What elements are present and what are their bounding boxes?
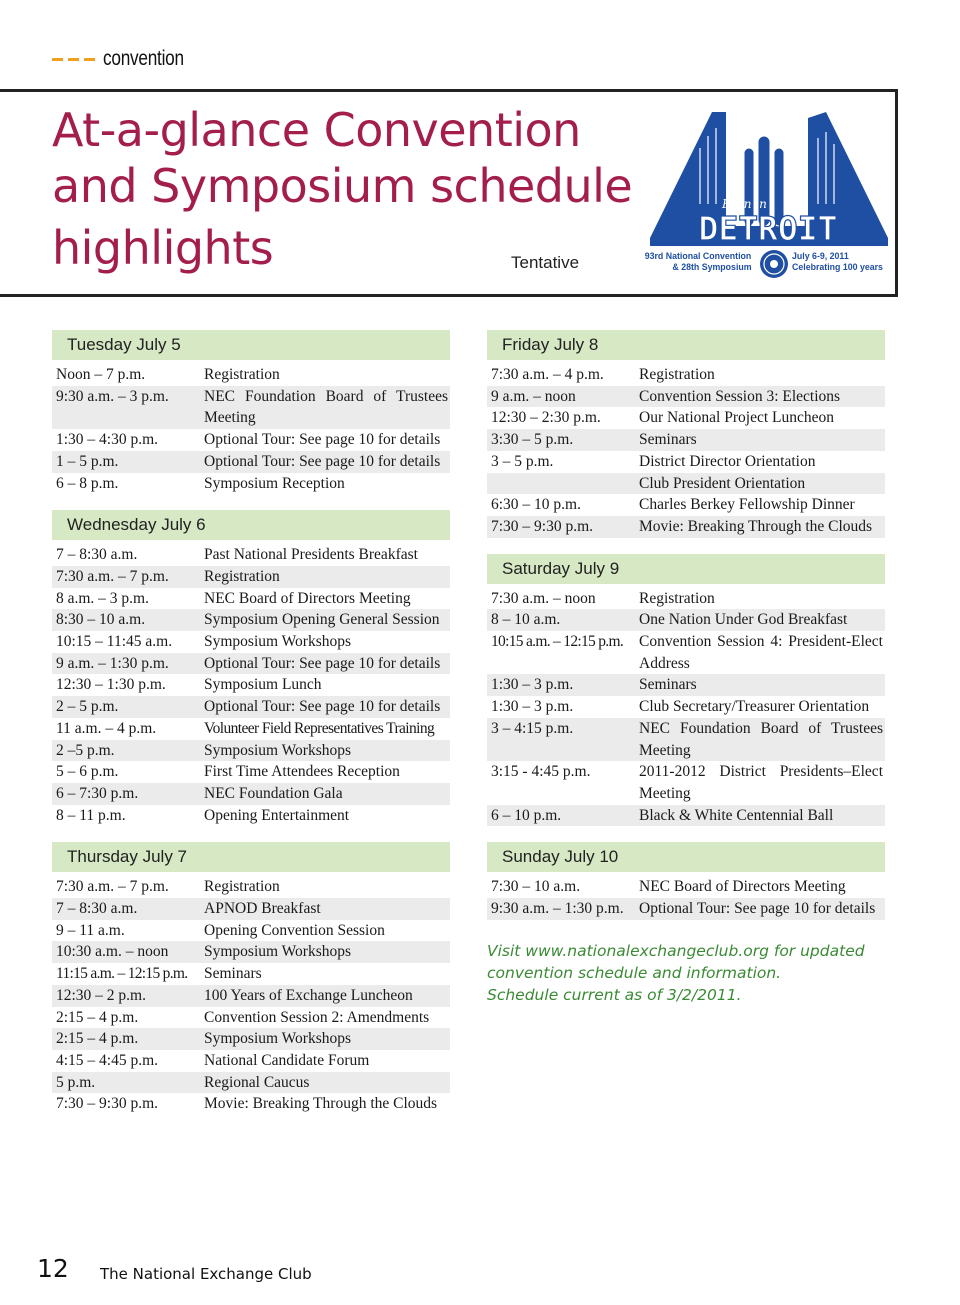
- time: 9:30 a.m. – 3 p.m.: [56, 387, 169, 405]
- logo-script: Born in: [722, 197, 767, 211]
- time: 8 – 11 p.m.: [56, 806, 126, 824]
- schedule-row: [52, 386, 450, 429]
- time: 7 – 8:30 a.m.: [56, 900, 138, 918]
- time: 6:30 – 10 p.m.: [491, 496, 581, 514]
- schedule-row: [52, 473, 450, 495]
- time: 3:15 - 4:45 p.m.: [491, 763, 591, 781]
- schedule-row: [52, 740, 450, 762]
- day-wednesday: [52, 510, 450, 826]
- schedule-row: [487, 805, 885, 827]
- event: Convention Session 4: President-Elect Address: [639, 633, 883, 672]
- schedule-column-right: [487, 330, 885, 1006]
- event: NEC Foundation Board of Trustees Meeting: [204, 387, 448, 427]
- publication-name: The National Exchange Club: [100, 1265, 312, 1283]
- event: 2011-2012 District Presidents–Elect Meeting: [639, 763, 883, 802]
- schedule-row: [52, 364, 450, 386]
- schedule-row: [52, 429, 450, 451]
- day-header: Friday July 8: [487, 330, 885, 360]
- note-line: Visit www.nationalexchangeclub.org for updated: [487, 941, 865, 960]
- event: Convention Session 3: Elections: [639, 387, 841, 405]
- day-header: Thursday July 7: [52, 842, 450, 872]
- event: NEC Board of Directors Meeting: [639, 878, 846, 896]
- time: 12:30 – 1:30 p.m.: [56, 676, 166, 694]
- schedule-row: [487, 898, 885, 920]
- event: Movie: Breaking Through the Clouds: [639, 517, 873, 535]
- event: Black & White Centennial Ball: [639, 806, 834, 824]
- schedule-row: [487, 451, 885, 473]
- event: Symposium Workshops: [204, 633, 352, 651]
- note-line: convention schedule and information.: [487, 963, 782, 982]
- time: 1 – 5 p.m.: [56, 452, 119, 470]
- page-number: 12: [37, 1254, 69, 1283]
- event: Club Secretary/Treasurer Orientation: [639, 698, 870, 716]
- event: National Candidate Forum: [204, 1051, 370, 1069]
- time: 7:30 – 10 a.m.: [491, 878, 581, 896]
- schedule-row: [52, 1072, 450, 1094]
- title-line: At-a-glance Convention: [52, 103, 581, 157]
- orange-dashes-decoration: [52, 58, 95, 61]
- schedule-row: [487, 761, 885, 804]
- day-thursday: [52, 842, 450, 1115]
- event: Optional Tour: See page 10 for details: [204, 654, 441, 672]
- day-header: Sunday July 10: [487, 842, 885, 872]
- schedule-row: [487, 429, 885, 451]
- event: Movie: Breaking Through the Clouds: [204, 1095, 438, 1113]
- event: Convention Session 2: Amendments: [204, 1008, 430, 1026]
- time: 3 – 4:15 p.m.: [491, 719, 574, 737]
- schedule-row: [487, 364, 885, 386]
- time: 8 – 10 a.m.: [491, 611, 561, 629]
- time: 7:30 – 9:30 p.m.: [56, 1095, 159, 1113]
- time: 9:30 a.m. – 1:30 p.m.: [491, 900, 624, 918]
- time: 5 p.m.: [56, 1073, 96, 1091]
- event: One Nation Under God Breakfast: [639, 611, 848, 629]
- event: NEC Board of Directors Meeting: [204, 589, 411, 607]
- event: Charles Berkey Fellowship Dinner: [639, 496, 855, 514]
- schedule-row: [52, 609, 450, 631]
- schedule-row: [487, 674, 885, 696]
- event: Registration: [204, 567, 280, 585]
- event: Opening Convention Session: [204, 921, 385, 939]
- schedule-row: [52, 653, 450, 675]
- day-tuesday: [52, 330, 450, 494]
- event: Club President Orientation: [639, 474, 806, 492]
- title-line: and Symposium schedule: [52, 159, 633, 213]
- time: 7:30 – 9:30 p.m.: [491, 517, 594, 535]
- logo-left-line: 93rd National Convention: [644, 251, 752, 261]
- event: Symposium Opening General Session: [204, 611, 440, 629]
- time: 7 – 8:30 a.m.: [56, 546, 138, 564]
- time: 11:15 a.m. – 12:15 p.m.: [56, 965, 188, 983]
- event: Opening Entertainment: [204, 806, 350, 824]
- logo-left-line: & 28th Symposium: [672, 262, 752, 272]
- event: District Director Orientation: [639, 452, 816, 470]
- time: 1:30 – 4:30 p.m.: [56, 431, 159, 449]
- time: 1:30 – 3 p.m.: [491, 698, 574, 716]
- schedule-row: [52, 631, 450, 653]
- event: Seminars: [204, 965, 262, 983]
- schedule-row: [487, 494, 885, 516]
- schedule-row: [52, 1028, 450, 1050]
- time: 2 –5 p.m.: [56, 741, 115, 759]
- update-note: [487, 940, 885, 1006]
- page-title: [52, 102, 652, 276]
- time: 10:15 a.m. – 12:15 p.m.: [491, 633, 624, 651]
- schedule-row: [52, 451, 450, 473]
- title-line: highlights: [52, 221, 274, 275]
- time: 10:30 a.m. – noon: [56, 943, 169, 961]
- time: 6 – 7:30 p.m.: [56, 784, 139, 802]
- logo-right-line: Celebrating 100 years: [792, 262, 883, 272]
- day-friday: [487, 330, 885, 538]
- schedule-row: [487, 696, 885, 718]
- day-header: Tuesday July 5: [52, 330, 450, 360]
- schedule-row: [487, 609, 885, 631]
- schedule-row: [487, 386, 885, 408]
- day-saturday: [487, 554, 885, 827]
- time: 7:30 a.m. – 7 p.m.: [56, 878, 169, 896]
- time: 12:30 – 2:30 p.m.: [491, 409, 601, 427]
- time: 7:30 a.m. – 4 p.m.: [491, 366, 604, 383]
- event: Symposium Workshops: [204, 943, 352, 961]
- schedule-row: [52, 783, 450, 805]
- schedule-row: [52, 674, 450, 696]
- note-line: Schedule current as of 3/2/2011.: [487, 985, 742, 1004]
- time: 3:30 – 5 p.m.: [491, 431, 574, 449]
- time: 6 – 8 p.m.: [56, 474, 119, 492]
- time: 6 – 10 p.m.: [491, 806, 562, 824]
- schedule-column-left: [52, 330, 450, 1131]
- event: Optional Tour: See page 10 for details: [204, 452, 441, 470]
- event: APNOD Breakfast: [204, 900, 321, 918]
- event: Registration: [639, 366, 715, 383]
- logo-city: DETROIT: [698, 209, 838, 248]
- event: Regional Caucus: [204, 1073, 310, 1091]
- time: 3 – 5 p.m.: [491, 452, 554, 470]
- time: 2:15 – 4 p.m.: [56, 1008, 139, 1026]
- schedule-row: [52, 985, 450, 1007]
- schedule-row: [52, 941, 450, 963]
- event: Registration: [639, 589, 715, 607]
- schedule-row: [487, 718, 885, 761]
- event: Past National Presidents Breakfast: [204, 546, 418, 564]
- schedule-row: [52, 1050, 450, 1072]
- schedule-row: [487, 588, 885, 610]
- schedule-row: [52, 696, 450, 718]
- schedule-row: [487, 876, 885, 898]
- time: 7:30 a.m. – noon: [491, 589, 596, 607]
- time: 8:30 – 10 a.m.: [56, 611, 146, 629]
- event: Symposium Workshops: [204, 741, 352, 759]
- schedule-row: [52, 805, 450, 827]
- event: Seminars: [639, 676, 697, 694]
- time: 2 – 5 p.m.: [56, 698, 119, 716]
- event: Registration: [204, 878, 280, 896]
- schedule-row: [487, 631, 885, 674]
- time: 2:15 – 4 p.m.: [56, 1030, 139, 1048]
- event: NEC Foundation Board of Trustees Meeting: [639, 719, 883, 759]
- time: 9 a.m. – 1:30 p.m.: [56, 654, 169, 672]
- tentative-label: Tentative: [511, 253, 580, 272]
- event: Optional Tour: See page 10 for details: [204, 698, 441, 716]
- time: 10:15 – 11:45 a.m.: [56, 633, 173, 651]
- time: 7:30 a.m. – 7 p.m.: [56, 567, 169, 585]
- time: 5 – 6 p.m.: [56, 763, 119, 781]
- schedule-row: [487, 407, 885, 429]
- schedule-row: [52, 588, 450, 610]
- schedule-row: [52, 963, 450, 985]
- event: Volunteer Field Representatives Training: [204, 719, 435, 737]
- time: Noon – 7 p.m.: [56, 366, 146, 383]
- time: 11 a.m. – 4 p.m.: [56, 719, 157, 737]
- born-in-detroit-logo: [640, 108, 892, 286]
- event: 100 Years of Exchange Luncheon: [204, 986, 413, 1004]
- time: 4:15 – 4:45 p.m.: [56, 1051, 159, 1069]
- schedule-row: [52, 1093, 450, 1115]
- time: 12:30 – 2 p.m.: [56, 986, 146, 1004]
- logo-right-line: July 6-9, 2011: [792, 251, 849, 261]
- schedule-row: [52, 876, 450, 898]
- schedule-row: [52, 718, 450, 740]
- event: Optional Tour: See page 10 for details: [204, 431, 441, 449]
- time: 9 – 11 a.m.: [56, 921, 125, 939]
- time: 8 a.m. – 3 p.m.: [56, 589, 149, 607]
- event: Symposium Reception: [204, 474, 345, 492]
- schedule-row: [52, 761, 450, 783]
- day-header: Wednesday July 6: [52, 510, 450, 540]
- day-header: Saturday July 9: [487, 554, 885, 584]
- day-sunday: [487, 842, 885, 919]
- event: Registration: [204, 366, 280, 383]
- schedule-row: [52, 544, 450, 566]
- event: NEC Foundation Gala: [204, 784, 343, 802]
- event: Optional Tour: See page 10 for details: [639, 900, 876, 918]
- section-tag: [52, 44, 202, 74]
- time: 1:30 – 3 p.m.: [491, 676, 574, 694]
- event: Our National Project Luncheon: [639, 409, 834, 427]
- event: First Time Attendees Reception: [204, 763, 400, 781]
- schedule-row: [52, 920, 450, 942]
- event: Seminars: [639, 431, 697, 449]
- schedule-row: [487, 516, 885, 538]
- schedule-row: [52, 898, 450, 920]
- event: Symposium Lunch: [204, 676, 322, 694]
- event: Symposium Workshops: [204, 1030, 352, 1048]
- schedule-row: [52, 566, 450, 588]
- schedule-row: [487, 473, 885, 495]
- schedule-row: [52, 1007, 450, 1029]
- time: 9 a.m. – noon: [491, 387, 576, 405]
- section-label: convention: [103, 47, 184, 70]
- time: [487, 473, 639, 495]
